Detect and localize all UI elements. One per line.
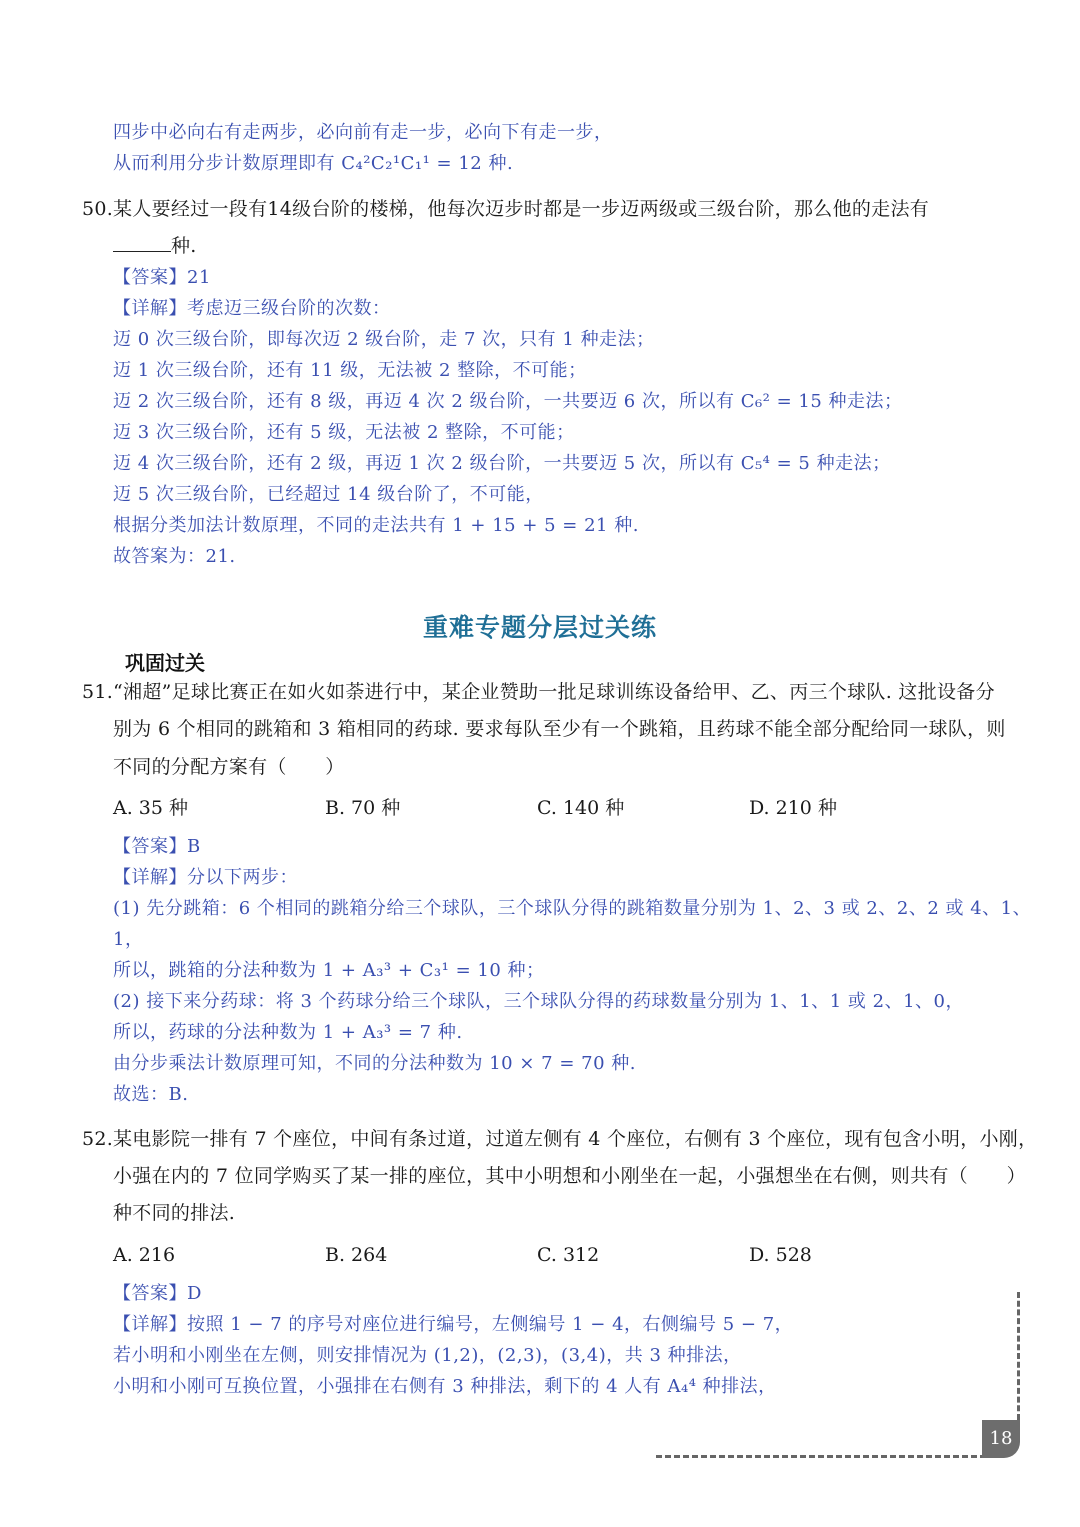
solution-line: 根据分类加法计数原理，不同的走法共有 1 + 15 + 5 = 21 种. <box>113 515 639 536</box>
page-number: 18 <box>982 1420 1020 1458</box>
solution-line: 【详解】分以下两步： <box>113 867 298 888</box>
question-text: 种不同的排法. <box>113 1202 236 1224</box>
solution-line: 【详解】按照 1 − 7 的序号对座位进行编号，左侧编号 1 − 4，右侧编号 5 − 7， <box>113 1314 794 1335</box>
question-text: 小强在内的 7 位同学购买了某一排的座位，其中小明想和小刚坐在一起，小强想坐在右侧，则共有（ ） <box>113 1165 1026 1187</box>
section-title: 重难专题分层过关练 <box>422 613 657 642</box>
solution-line: 【详解】考虑迈三级台阶的次数： <box>113 298 391 319</box>
solution-line: 所以，药球的分法种数为 1 + A₃³ = 7 种. <box>113 1022 463 1043</box>
solution-line: 迈 5 次三级台阶，已经超过 14 级台阶了，不可能， <box>113 484 544 505</box>
option-c: C. 140 种 <box>537 797 625 819</box>
question-text: 别为 6 个相同的跳箱和 3 箱相同的药球. 要求每队至少有一个跳箱，且药球不能全部分配给同一球队，则 <box>113 718 1006 740</box>
solution-line: 迈 4 次三级台阶，还有 2 级，再迈 1 次 2 级台阶，一共要迈 5 次，所以有 C₅⁴ = 5 种走法； <box>113 453 891 474</box>
solution-line: (1) 先分跳箱：6 个相同的跳箱分给三个球队，三个球队分得的跳箱数量分别为 1、2、3 或 2、2、2 或 4、1、 <box>113 898 1032 919</box>
question-text: 某人要经过一段有14级台阶的楼梯，他每次迈步时都是一步迈两级或三级台阶，那么他的走法有 <box>113 198 930 220</box>
solution-line: 迈 2 次三级台阶，还有 8 级，再迈 4 次 2 级台阶，一共要迈 6 次，所以有 C₆² = 15 种走法； <box>113 391 903 412</box>
question-text: “湘超”足球比赛正在如火如荼进行中，某企业赞助一批足球训练设备给甲、乙、丙三个球队. 这批设备分 <box>113 681 995 703</box>
option-a: A. 35 种 <box>113 797 189 819</box>
answer-blank <box>113 237 171 252</box>
answer-line: 【答案】D <box>113 1283 202 1304</box>
section-subtitle: 巩固过关 <box>125 651 205 675</box>
option-a: A. 216 <box>113 1244 176 1266</box>
option-b: B. 70 种 <box>325 797 401 819</box>
page-corner-dashed-border-horizontal <box>656 1455 986 1458</box>
question-number: 51. <box>82 681 114 703</box>
solution-line: 迈 0 次三级台阶，即每次迈 2 级台阶，走 7 次，只有 1 种走法； <box>113 329 655 350</box>
solution-line: 若小明和小刚坐在左侧，则安排情况为 (1,2)，(2,3)，(3,4)，共 3 种排法， <box>113 1345 742 1366</box>
solution-line: 迈 3 次三级台阶，还有 5 级，无法被 2 整除，不可能； <box>113 422 575 443</box>
answer-line: 【答案】B <box>113 836 201 857</box>
solution-line: 由分步乘法计数原理可知，不同的分法种数为 10 × 7 = 70 种. <box>113 1053 636 1074</box>
option-c: C. 312 <box>537 1244 600 1266</box>
question-text: 某电影院一排有 7 个座位，中间有条过道，过道左侧有 4 个座位，右侧有 3 个座位，现有包含小明，小刚， <box>113 1128 1038 1150</box>
option-d: D. 528 <box>749 1244 812 1266</box>
solution-line: 四步中必向右有走两步，必向前有走一步，必向下有走一步， <box>113 122 613 143</box>
solution-line: 小明和小刚可互换位置，小强排在右侧有 3 种排法，剩下的 4 人有 A₄⁴ 种排法， <box>113 1376 777 1397</box>
solution-line: 1， <box>113 929 144 950</box>
question-number: 50. <box>82 198 114 220</box>
question-text: 种. <box>113 237 197 256</box>
question-text: 不同的分配方案有（ ） <box>113 756 345 778</box>
solution-line: 所以，跳箱的分法种数为 1 + A₃³ + C₃¹ = 10 种； <box>113 960 545 981</box>
solution-line: 故选：B. <box>113 1084 189 1105</box>
solution-line: 故答案为：21. <box>113 546 236 567</box>
answer-line: 【答案】21 <box>113 267 211 288</box>
solution-line: 迈 1 次三级台阶，还有 11 级，无法被 2 整除，不可能； <box>113 360 587 381</box>
page-corner-dashed-border-vertical <box>1017 1292 1020 1420</box>
option-d: D. 210 种 <box>749 797 837 819</box>
solution-line: (2) 接下来分药球：将 3 个药球分给三个球队，三个球队分得的药球数量分别为 1、1、1 或 2、1、0， <box>113 991 964 1012</box>
question-number: 52. <box>82 1128 114 1150</box>
option-b: B. 264 <box>325 1244 388 1266</box>
solution-line: 从而利用分步计数原理即有 C₄²C₂¹C₁¹ = 12 种. <box>113 153 514 174</box>
